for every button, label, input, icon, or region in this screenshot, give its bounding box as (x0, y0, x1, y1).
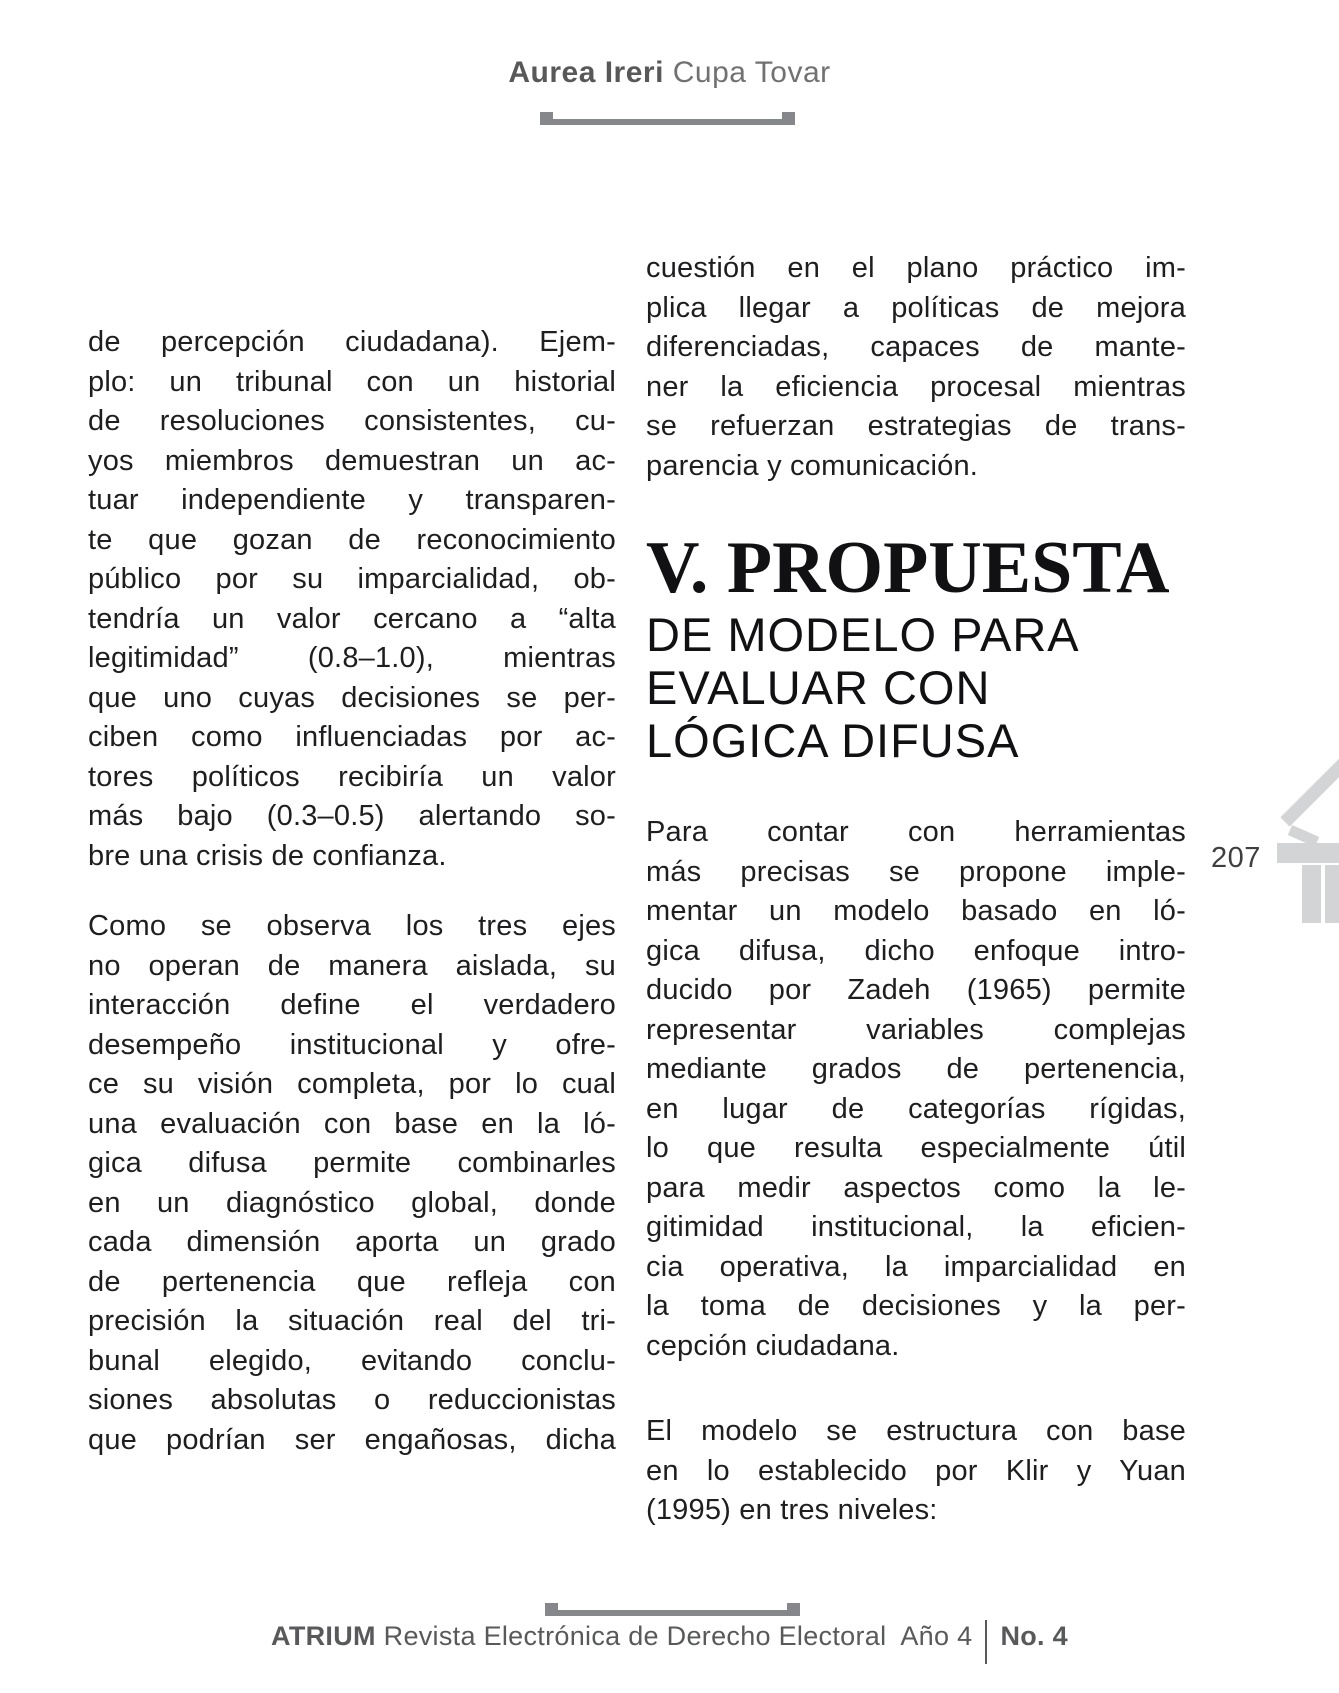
text-line: de pertenencia que refleja con (88, 1265, 616, 1298)
section-heading-subtitle-line: DE MODELO PARA (646, 608, 1080, 661)
text-line: no operan de manera aislada, su (88, 949, 616, 982)
text-line: yos miembros demuestran un ac- (88, 444, 616, 477)
text-line: lo que resulta especialmente útil (646, 1132, 1186, 1164)
text-line: (1995) en tres niveles: (646, 1494, 938, 1526)
text-line: la toma de decisiones y la per- (646, 1290, 1186, 1322)
text-line: tuar independiente y transparen- (88, 484, 616, 516)
paragraph (646, 813, 1186, 1366)
header-bracket-ornament (540, 112, 795, 125)
paragraph (646, 249, 1186, 486)
text-line: tores políticos recibiría un valor (88, 760, 616, 793)
section-heading (646, 529, 1186, 767)
text-line: una evaluación con base en la ló- (88, 1107, 616, 1140)
text-line: en un diagnóstico global, donde (88, 1186, 616, 1219)
page-number: 207 (1211, 842, 1261, 874)
section-heading-subtitle (646, 608, 1186, 767)
text-column-right (646, 249, 1186, 1531)
footer-year: Año 4 (900, 1620, 973, 1651)
text-line: público por su imparcialidad, ob- (88, 563, 616, 595)
text-line: precisión la situación real del tri- (88, 1305, 616, 1337)
atrium-column-pediment-icon (1269, 758, 1339, 930)
text-line: Como se observa los tres ejes (88, 910, 616, 942)
paragraph (88, 907, 616, 1460)
text-line: más bajo (0.3–0.5) alertando so- (88, 800, 616, 832)
page-footer (0, 1614, 1339, 1658)
text-line: más precisas se propone imple- (646, 855, 1186, 888)
text-line: de percepción ciudadana). Ejem- (88, 326, 616, 358)
page-header-author (0, 56, 1339, 90)
text-line: bunal elegido, evitando conclu- (88, 1344, 616, 1377)
text-line: cia operativa, la imparcialidad en (646, 1250, 1186, 1283)
text-line: diferenciadas, capaces de mante- (646, 331, 1186, 363)
text-line: gitimidad institucional, la eficien- (646, 1211, 1186, 1243)
text-line: en lo establecido por Klir y Yuan (646, 1454, 1186, 1487)
paragraph (646, 1412, 1186, 1531)
text-line: que podrían ser engañosas, dicha (88, 1423, 616, 1456)
section-heading-subtitle-line: LÓGICA DIFUSA (646, 714, 1020, 767)
author-name-bold: Aurea Ireri (508, 56, 664, 89)
text-line: ciben como influenciadas por ac- (88, 721, 616, 753)
text-line: gica difusa permite combinarles (88, 1147, 616, 1179)
atrium-logo-icon (1269, 758, 1339, 930)
paragraph (88, 323, 616, 876)
text-line: ducido por Zadeh (1965) permite (646, 974, 1186, 1006)
text-line: cuestión en el plano práctico im- (646, 252, 1186, 284)
text-line: desempeño institucional y ofre- (88, 1028, 616, 1061)
text-line: gica difusa, dicho enfoque intro- (646, 934, 1186, 967)
footer-issue: No. 4 (1000, 1620, 1068, 1651)
text-line: plica llegar a políticas de mejora (646, 291, 1186, 324)
text-line: siones absolutas o reduccionistas (88, 1384, 616, 1416)
author-name-light: Cupa Tovar (672, 56, 831, 89)
text-line: de resoluciones consistentes, cu- (88, 405, 616, 437)
text-line: que uno cuyas decisiones se per- (88, 681, 616, 714)
text-line: ner la eficiencia procesal mientras (646, 370, 1186, 403)
text-line: mediante grados de pertenencia, (646, 1053, 1186, 1085)
section-heading-subtitle-line: EVALUAR CON (646, 661, 991, 714)
text-column-left (88, 323, 616, 1460)
text-line: tendría un valor cercano a “alta (88, 602, 616, 635)
text-line: Para contar con herramientas (646, 816, 1186, 848)
text-line: se refuerzan estrategias de trans- (646, 410, 1186, 442)
text-line: plo: un tribunal con un historial (88, 365, 616, 398)
text-line: para medir aspectos como la le- (646, 1171, 1186, 1204)
text-line: cepción ciudadana. (646, 1329, 900, 1362)
footer-journal-title: Revista Electrónica de Derecho Electoral (383, 1620, 887, 1651)
text-line: cada dimensión aporta un grado (88, 1226, 616, 1258)
text-line: ce su visión completa, por lo cual (88, 1068, 616, 1100)
text-line: mentar un modelo basado en ló- (646, 895, 1186, 927)
text-line: El modelo se estructura con base (646, 1415, 1186, 1447)
text-line: en lugar de categorías rígidas, (646, 1092, 1186, 1125)
footer-divider (985, 1620, 987, 1664)
text-line: representar variables complejas (646, 1013, 1186, 1046)
text-line: interacción define el verdadero (88, 989, 616, 1021)
section-heading-title: V. PROPUESTA (646, 527, 1170, 609)
footer-brand: ATRIUM (271, 1620, 376, 1651)
text-line: bre una crisis de confianza. (88, 839, 447, 872)
text-line: legitimidad” (0.8–1.0), mientras (88, 642, 616, 674)
text-line: parencia y comunicación. (646, 449, 979, 482)
text-line: te que gozan de reconocimiento (88, 523, 616, 556)
